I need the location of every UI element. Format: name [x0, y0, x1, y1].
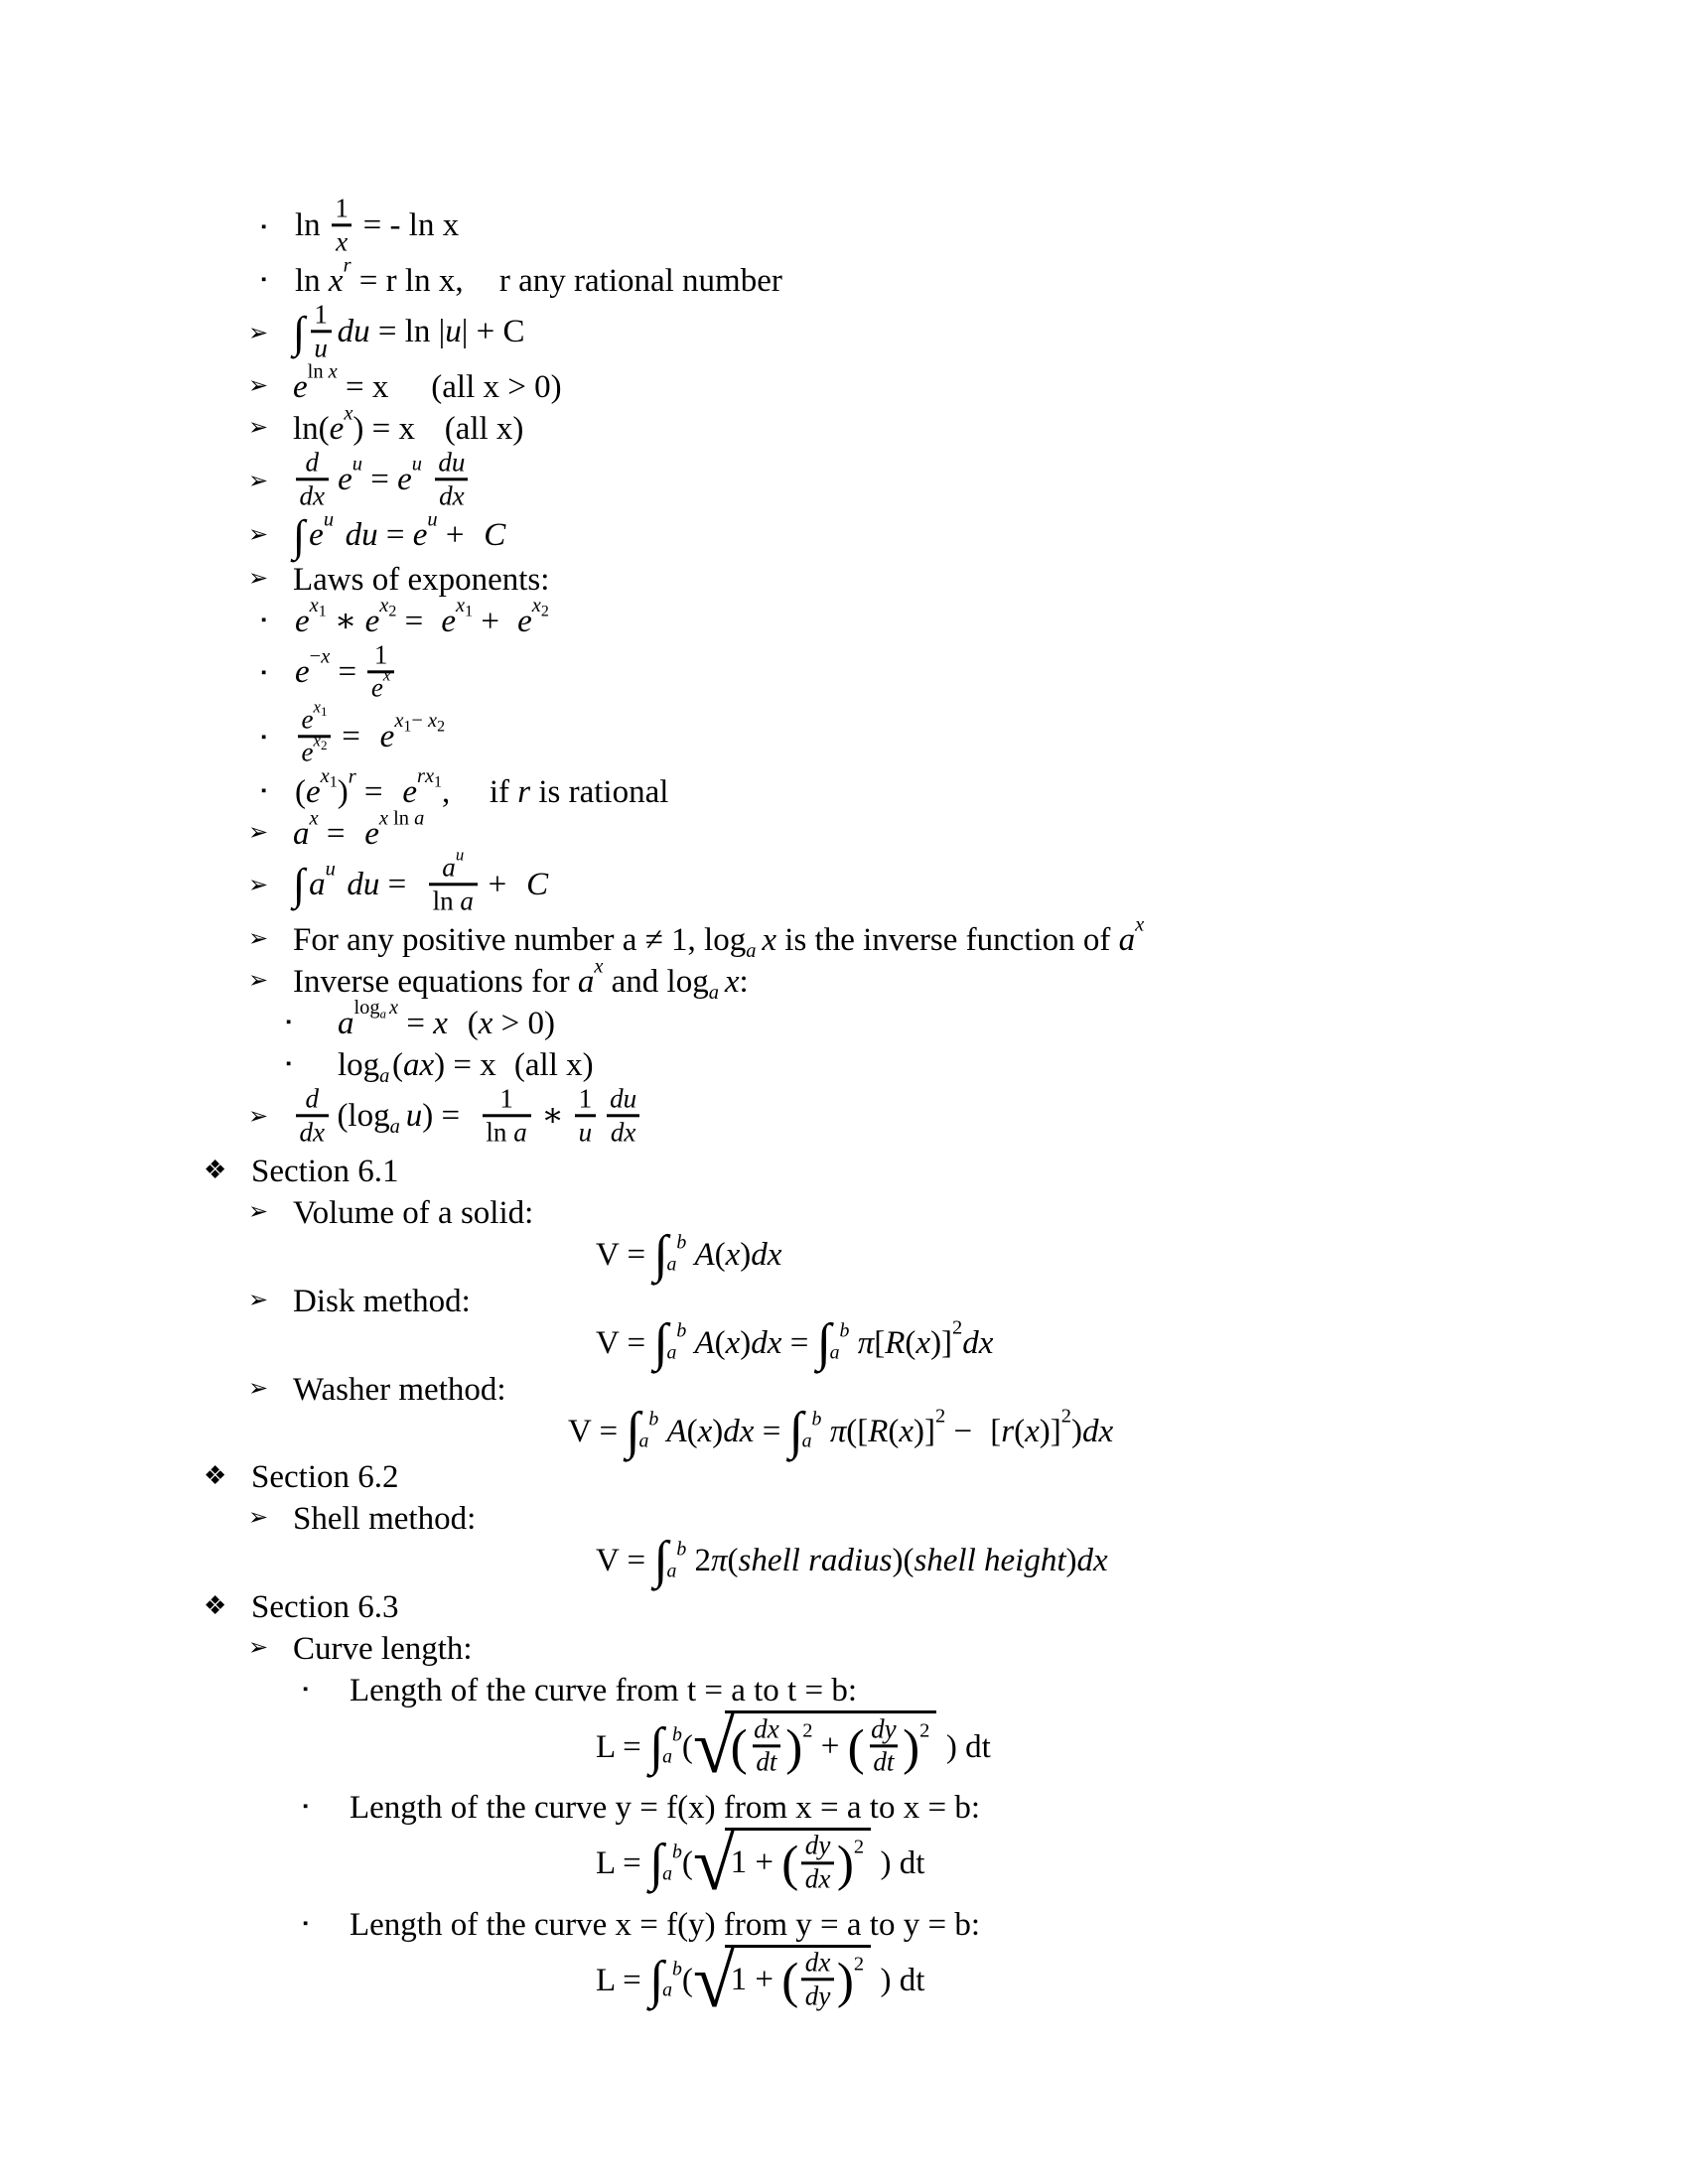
fraction: $\frac{1}{x}$	[332, 194, 352, 256]
list-item	[0, 807, 1688, 854]
radical-sign: √	[692, 1704, 736, 1790]
paren: )	[903, 1718, 920, 1776]
line-text: $\frac{d}{dx}$ ($\log_a$ u) = $\frac{1}{\text{ln a}}$ ∗ $\frac{1}{u}$ $\frac{du}{dx}$	[293, 1098, 643, 1134]
fraction: $\frac{du}{dx}$	[606, 1084, 640, 1147]
integral-sign: ∫	[293, 509, 306, 560]
fraction: $\frac{dy}{dt}$	[871, 1712, 897, 1777]
line-text: Length of the curve y = f(x) from x = a to x = b:	[350, 1789, 980, 1826]
integral-sign: ∫	[293, 859, 306, 909]
line-text: $\log_a(ax) = x$ (all x)	[338, 1046, 594, 1087]
fraction: $\frac{1}{e^x}$	[367, 640, 394, 703]
arrow-bullet-icon: ➢	[248, 873, 269, 899]
line-text: ∫ $a^u$ du = $\frac{a^u}{\text{ln a}}$ + C	[293, 845, 549, 915]
fraction: $\frac{1}{u}$	[575, 1084, 596, 1147]
paren: (	[847, 1718, 865, 1776]
square-bullet-icon: ▪	[286, 1014, 292, 1030]
radical: √ ( $\frac{dx}{dt}$ )$^2$ + ( $\frac{dy}{dt}$ )$^2$	[693, 1710, 936, 1784]
integral-sign: ∫	[649, 1834, 664, 1892]
line-text: ln $\frac{1}{x}$ = - ln x	[295, 193, 460, 257]
integral-sign: ∫	[649, 1951, 664, 2009]
list-item	[0, 1045, 1688, 1085]
square-bullet-icon: ▪	[303, 1915, 309, 1932]
integral: ∫ b a	[649, 1951, 682, 2009]
fraction: $\frac{dx}{dy}$	[801, 1948, 834, 2010]
arrow-bullet-icon: ➢	[248, 468, 269, 494]
fraction: $\frac{a^u}{\text{ln a}}$	[429, 853, 478, 915]
line-text: L = ∫ b a ( √ 1 + ( $\frac{dx}{dy}$ )$^2$ ) dt	[596, 1937, 925, 2023]
arrow-bullet-icon: ➢	[248, 1375, 269, 1402]
integral	[293, 509, 306, 560]
list-item	[0, 299, 1688, 365]
formula-line	[0, 1531, 1688, 1589]
list-item	[0, 638, 1688, 706]
line-text: Laws of exponents:	[293, 561, 550, 598]
list-item	[0, 1629, 1688, 1669]
line-text: $\frac{e^{x_1}}{e^{x_2}}$ = $e^{x_1- x_2}$	[295, 719, 445, 754]
paren: )	[836, 1952, 854, 2009]
section-6-3-heading	[0, 1587, 1688, 1627]
list-item	[0, 955, 1688, 1004]
integral: ∫ b a	[816, 1313, 850, 1372]
radical-sign: √	[692, 1937, 736, 2023]
formula-line	[0, 1401, 1688, 1459]
list-item	[0, 193, 1688, 259]
square-bullet-icon: ▪	[303, 1798, 309, 1815]
fraction: $\frac{dy}{dx}$	[801, 1832, 834, 1894]
fraction: $\frac{d}{dx}$	[296, 1084, 329, 1147]
line-text: V = ∫ b a 2π(shell radius)(shell height)dx	[596, 1531, 1108, 1589]
section-6-2-heading	[0, 1457, 1688, 1497]
line-text: Section 6.1	[251, 1153, 399, 1189]
line-text: Inverse equations for $a^x$ and $\log_a x$:	[293, 955, 749, 1004]
list-item	[0, 845, 1688, 918]
integral: ∫ b a	[653, 1531, 687, 1589]
diamond-bullet-icon: ❖	[204, 1461, 227, 1491]
line-text: V = ∫ b a A(x)dx = ∫ b a $\pi[R(x)]^2dx$	[596, 1313, 994, 1372]
fraction: $\frac{1}{\text{ln a}}$	[483, 1084, 531, 1147]
line-text: ∫ $\frac{1}{u}$ du = ln |u| + C	[293, 299, 525, 363]
square-bullet-icon: ▪	[261, 665, 267, 682]
integral-sign: ∫	[653, 1225, 668, 1284]
arrow-bullet-icon: ➢	[248, 1505, 269, 1532]
paren: (	[781, 1836, 799, 1893]
fraction: $\frac{e^{x_1}}{e^{x_2}}$	[298, 705, 332, 767]
integral-sign: ∫	[653, 1531, 668, 1589]
line-text: For any positive number a ≠ 1, $\log_a x$ is the inverse function of $a^x$	[293, 913, 1145, 962]
line-text: Curve length:	[293, 1631, 473, 1668]
list-item	[0, 913, 1688, 962]
integral-sign: ∫	[788, 1401, 804, 1459]
line-text: L = ∫ b a ( √ ( $\frac{dx}{dt}$ )$^2$ + ( $\frac{dy}{dt}$ )$^2$ ) dt	[596, 1704, 991, 1790]
square-bullet-icon: ▪	[261, 218, 267, 235]
line-text: L = ∫ b a ( √ 1 + ( $\frac{dy}{dx}$ )$^2$ ) dt	[596, 1820, 925, 1906]
paren: )	[836, 1836, 854, 1893]
arrow-bullet-icon: ➢	[248, 415, 269, 442]
list-item	[0, 1905, 1688, 1945]
arrow-bullet-icon: ➢	[248, 565, 269, 592]
line-text: $\ln x^r = r$ ln x, r any rational number	[295, 254, 782, 300]
fraction: $\frac{d}{dx}$	[296, 448, 329, 510]
square-bullet-icon: ▪	[303, 1682, 309, 1699]
arrow-bullet-icon: ➢	[248, 1104, 269, 1131]
list-item	[0, 1370, 1688, 1410]
line-text: $\ln(e^x) = x$ (all x)	[293, 402, 524, 448]
line-text: V = ∫ b a A(x)dx = ∫ b a $\pi([R(x)]^2 - [r(x)]^2)dx$	[568, 1401, 1114, 1459]
arrow-bullet-icon: ➢	[248, 925, 269, 952]
line-text: Shell method:	[293, 1501, 477, 1538]
diamond-bullet-icon: ❖	[204, 1591, 227, 1621]
fraction: $\frac{1}{u}$	[311, 300, 332, 362]
fraction: $\frac{dx}{dt}$	[754, 1712, 779, 1777]
formula-line	[0, 1937, 1688, 2023]
list-item	[0, 1499, 1688, 1539]
integral-sign: ∫	[653, 1313, 668, 1372]
line-text: Washer method:	[293, 1371, 506, 1408]
line-text: $a^x = e^{x ln a}$	[293, 807, 425, 852]
list-item	[0, 1788, 1688, 1828]
line-text: $\frac{d}{dx}$ $e^u = e^u$ $\frac{du}{dx}$	[293, 462, 472, 497]
line-text: $e^{x_1}$ ∗ $e^{x_2} = e^{x_1} + e^{x_2}$	[295, 595, 549, 639]
arrow-bullet-icon: ➢	[248, 1198, 269, 1225]
line-text: $a^{log_a x} = x$ (x > 0)	[338, 997, 555, 1041]
list-item	[0, 254, 1688, 301]
list-item	[0, 1282, 1688, 1321]
arrow-bullet-icon: ➢	[248, 522, 269, 549]
formula-line	[0, 1225, 1688, 1284]
list-item	[0, 1671, 1688, 1710]
integral-sign: ∫	[816, 1313, 832, 1372]
list-item	[0, 402, 1688, 449]
list-item	[0, 560, 1688, 600]
integral: ∫ b a	[788, 1401, 822, 1459]
line-text: ∫ $e^u$ du = $e^u + C$	[293, 508, 506, 560]
diamond-bullet-icon: ❖	[204, 1155, 227, 1184]
arrow-bullet-icon: ➢	[248, 373, 269, 400]
line-text: Disk method:	[293, 1283, 471, 1319]
square-bullet-icon: ▪	[261, 782, 267, 799]
list-item	[0, 765, 1688, 812]
line-text: $(e^{x_1})^r = e^{rx_1}$, if r is rational	[295, 765, 669, 810]
section-6-1-heading	[0, 1152, 1688, 1191]
paren: (	[781, 1952, 799, 2009]
square-bullet-icon: ▪	[286, 1055, 292, 1072]
paren: (	[730, 1718, 748, 1776]
list-item	[0, 447, 1688, 513]
formula-line	[0, 1704, 1688, 1790]
line-text: Section 6.2	[251, 1459, 399, 1496]
list-item	[0, 1193, 1688, 1233]
list-item	[0, 696, 1688, 770]
paren: )	[785, 1718, 803, 1776]
integral-sign: ∫	[649, 1717, 664, 1776]
integral: ∫ b a	[653, 1225, 687, 1284]
fraction: $\frac{du}{dx}$	[435, 448, 470, 510]
radical: √ 1 + ( $\frac{dx}{dy}$ )$^2$	[693, 1945, 871, 2018]
list-item	[0, 595, 1688, 641]
list-item	[0, 508, 1688, 560]
arrow-bullet-icon: ➢	[248, 1287, 269, 1313]
line-text: $e^{-x}$ = $\frac{1}{e^x}$	[295, 654, 397, 690]
arrow-bullet-icon: ➢	[248, 819, 269, 846]
formula-line	[0, 1820, 1688, 1906]
arrow-bullet-icon: ➢	[248, 1635, 269, 1662]
integral-sign: ∫	[293, 306, 306, 356]
list-item	[0, 1083, 1688, 1150]
square-bullet-icon: ▪	[261, 612, 267, 628]
square-bullet-icon: ▪	[261, 271, 267, 288]
line-text: V = ∫ b a A(x)dx	[596, 1225, 782, 1284]
integral: ∫ b a	[653, 1313, 687, 1372]
line-text: $e^{ln x} = x$ (all x > 0)	[293, 360, 562, 406]
arrow-bullet-icon: ➢	[248, 967, 269, 994]
line-text: Length of the curve from t = a to t = b:	[350, 1673, 858, 1709]
radical: √ 1 + ( $\frac{dy}{dx}$ )$^2$	[693, 1828, 871, 1901]
list-item	[0, 997, 1688, 1043]
integral: ∫ b a	[649, 1717, 682, 1776]
list-item	[0, 360, 1688, 407]
line-text: Section 6.3	[251, 1589, 399, 1626]
radical-sign: √	[692, 1820, 736, 1906]
square-bullet-icon: ▪	[261, 730, 267, 747]
line-text: Volume of a solid:	[293, 1194, 534, 1231]
formula-line	[0, 1313, 1688, 1372]
integral	[293, 859, 306, 909]
integral: ∫ b a	[626, 1401, 659, 1459]
integral	[293, 306, 306, 356]
arrow-bullet-icon: ➢	[248, 320, 269, 346]
integral: ∫ b a	[649, 1834, 682, 1892]
integral-sign: ∫	[626, 1401, 640, 1459]
line-text: Length of the curve x = f(y) from y = a to y = b:	[350, 1906, 980, 1943]
